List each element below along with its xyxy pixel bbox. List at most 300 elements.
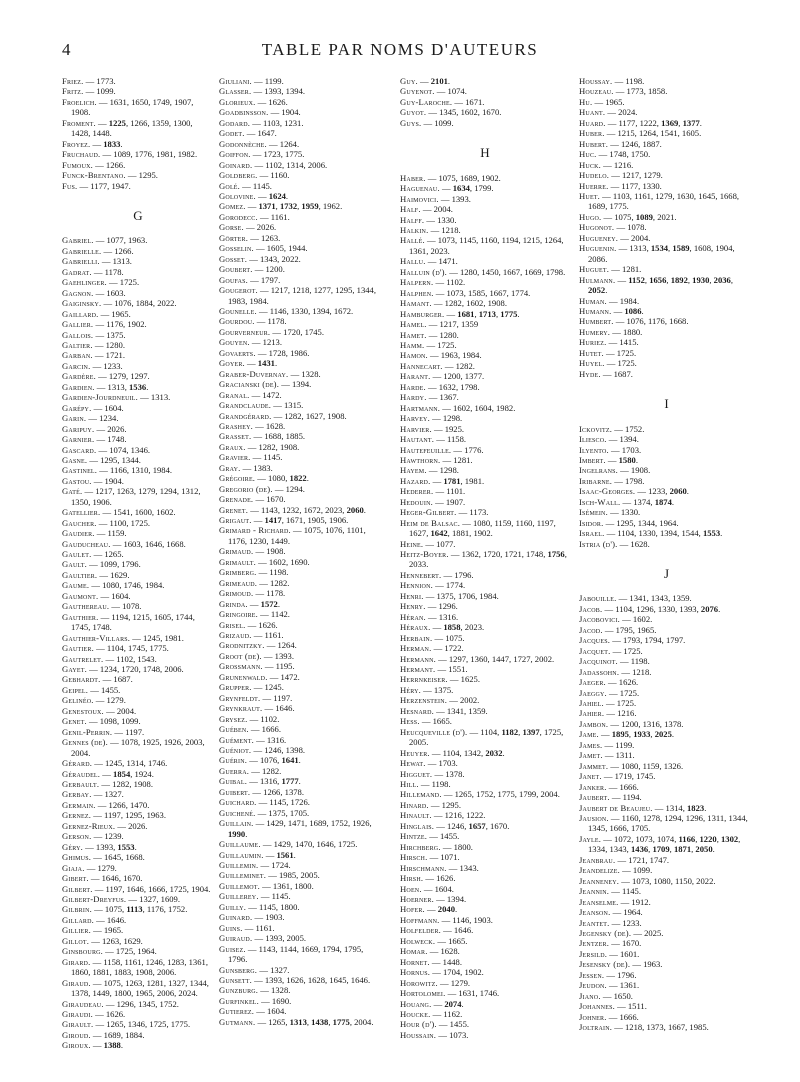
page-references: — 1178. bbox=[91, 266, 124, 277]
index-entry bbox=[400, 235, 570, 256]
index-entry bbox=[400, 810, 570, 820]
index-entry bbox=[219, 86, 382, 96]
author-name: Guy-Laroche. bbox=[400, 96, 453, 107]
index-entry bbox=[400, 183, 570, 193]
index-entry bbox=[219, 609, 382, 619]
index-entry bbox=[579, 465, 754, 475]
page-references: — 1666. bbox=[606, 1011, 639, 1022]
page-references: — 1628. bbox=[617, 538, 650, 549]
page-references: — 1216. bbox=[601, 159, 634, 170]
page-references: — 1907. bbox=[432, 496, 466, 507]
page-references: — 2026. bbox=[115, 820, 148, 831]
author-name: Hyde. bbox=[579, 368, 601, 379]
author-name: Hour (d'). bbox=[400, 1019, 437, 1030]
page-references: — 1160. bbox=[257, 170, 290, 181]
index-entry bbox=[400, 434, 570, 444]
page-references: — 1266, 1470. bbox=[95, 799, 150, 810]
index-entry bbox=[579, 698, 754, 708]
index-entry bbox=[219, 348, 382, 358]
index-entry bbox=[219, 578, 382, 588]
page-references: — 1161. bbox=[257, 211, 290, 222]
index-entry bbox=[219, 682, 382, 692]
author-name: Isémein. bbox=[579, 507, 608, 518]
index-entry bbox=[62, 139, 214, 149]
index-entry bbox=[579, 497, 754, 507]
page-references: — 1681, 1713, 1775. bbox=[444, 308, 520, 319]
index-entry bbox=[219, 850, 382, 860]
page-references: — 1375, 1706, 1984. bbox=[423, 590, 499, 601]
page-references: — 1073, 1145, 1160, 1194, 1215, 1264, 1361, 2023. bbox=[409, 235, 564, 256]
author-name: Jaubert de Beaujeu. bbox=[579, 802, 653, 813]
index-entry bbox=[400, 685, 570, 695]
author-name: Huguenin. bbox=[579, 243, 617, 254]
author-name: Hamm. bbox=[400, 339, 425, 350]
page-references: — 1282, 1908. bbox=[99, 779, 153, 789]
author-name: Hintze. bbox=[400, 831, 428, 842]
page-references: — 1748, 1750. bbox=[596, 149, 651, 160]
index-entry bbox=[400, 476, 570, 486]
index-entry bbox=[62, 246, 214, 256]
author-name: Gallier. bbox=[62, 319, 94, 330]
author-name: Goufas. bbox=[219, 274, 248, 285]
page-references: — 1670. bbox=[253, 494, 286, 505]
page-references: — 1721. bbox=[92, 350, 125, 361]
page-references: — 1197. bbox=[112, 726, 145, 737]
page-references: — 1216, 1222. bbox=[431, 810, 486, 821]
author-name: Jeandelize. bbox=[579, 865, 621, 876]
index-entry bbox=[579, 656, 754, 666]
page-references: — 1605, 1944. bbox=[253, 243, 308, 254]
author-name: Guinard. bbox=[219, 912, 253, 923]
author-name: Gunsberg. bbox=[219, 964, 258, 975]
author-name: Huck. bbox=[579, 159, 602, 170]
page-references: — 1670. bbox=[609, 938, 642, 949]
index-entry bbox=[579, 1022, 754, 1032]
author-name: Galtier. bbox=[62, 339, 93, 350]
index-entry bbox=[579, 476, 754, 486]
author-name: Grandclaude. bbox=[219, 400, 272, 411]
page-references: — 1880. bbox=[610, 326, 643, 337]
page-references: — 1626. bbox=[605, 677, 639, 688]
index-entry bbox=[579, 170, 754, 180]
author-name: Hesnard. bbox=[400, 705, 434, 716]
page-references: — 1166, 1310, 1984. bbox=[97, 465, 173, 476]
index-entry bbox=[400, 622, 570, 632]
page-references: — 1724. bbox=[258, 859, 291, 870]
index-entry bbox=[219, 118, 382, 128]
author-name: Garipuy. bbox=[62, 423, 95, 434]
author-name: Gaume. bbox=[62, 580, 90, 591]
index-entry bbox=[62, 570, 214, 580]
page-references: — 1393, 1553. bbox=[83, 841, 137, 852]
page-references: — 1265, 1752, 1775, 1799, 2004. bbox=[441, 789, 560, 800]
index-entry bbox=[219, 97, 382, 107]
index-entry bbox=[400, 392, 570, 402]
author-name: Hartmann. bbox=[400, 402, 441, 413]
page-references: — 1393. bbox=[438, 193, 471, 204]
author-name: Haber. bbox=[400, 172, 426, 183]
page-references: — 1417, 1671, 1905, 1906. bbox=[251, 515, 349, 526]
author-name: Gauthier. bbox=[62, 611, 99, 622]
index-column-2 bbox=[219, 76, 382, 1027]
author-index bbox=[62, 76, 752, 1076]
index-entry bbox=[579, 907, 754, 917]
index-entry bbox=[579, 771, 754, 781]
index-entry bbox=[62, 170, 214, 180]
page-references: — 2004. bbox=[618, 232, 651, 243]
page-references: — 1626. bbox=[92, 1008, 126, 1019]
index-entry bbox=[579, 222, 754, 232]
author-name: Godard. bbox=[219, 117, 251, 128]
author-name: Huet. bbox=[579, 190, 601, 201]
index-entry bbox=[62, 382, 214, 392]
page-references: — 1965. bbox=[90, 925, 124, 936]
index-entry bbox=[579, 604, 754, 614]
page-references: — 1280. bbox=[426, 329, 459, 340]
author-name: Huyel. bbox=[579, 358, 605, 369]
index-entry bbox=[219, 933, 382, 943]
author-name: Houcke. bbox=[400, 1008, 431, 1019]
index-entry bbox=[400, 873, 570, 883]
author-name: Gautrelet. bbox=[62, 653, 104, 664]
page-references: — 1198. bbox=[418, 779, 451, 789]
page-references: — 1077. bbox=[423, 538, 456, 549]
index-entry bbox=[219, 191, 382, 201]
page-title: TABLE PAR NOMS D'AUTEURS bbox=[261, 40, 539, 59]
author-name: Houssay. bbox=[579, 76, 613, 86]
page-references: — 1075, 1089, 2021. bbox=[601, 211, 677, 222]
author-name: Ghimus. bbox=[62, 852, 92, 863]
page-references: — 1158. bbox=[434, 434, 467, 445]
page-references: — 1194, 1215, 1605, 1744, 1745, 1748. bbox=[71, 611, 195, 633]
page-references: — 1632, 1798. bbox=[425, 381, 480, 392]
author-name: Gurfinkel. bbox=[219, 995, 260, 1006]
index-entry bbox=[219, 672, 382, 682]
index-entry bbox=[400, 445, 570, 455]
author-name: Guéniot. bbox=[219, 745, 252, 755]
index-entry bbox=[400, 1009, 570, 1019]
page-references: — 1233, 2060. bbox=[635, 486, 689, 497]
page-references: — 1725. bbox=[424, 339, 457, 350]
author-name: Herman. bbox=[400, 643, 432, 654]
index-entry bbox=[400, 904, 570, 914]
index-entry bbox=[219, 327, 382, 337]
index-entry bbox=[400, 978, 570, 988]
author-name: Grynfeldt. bbox=[219, 692, 261, 703]
author-name: Grimberg. bbox=[219, 567, 257, 578]
index-entry bbox=[219, 254, 382, 264]
index-entry bbox=[579, 991, 754, 1001]
author-name: Grenet. bbox=[219, 504, 249, 515]
index-entry bbox=[62, 915, 214, 925]
index-entry bbox=[62, 884, 214, 894]
page-references: — 1178. bbox=[254, 316, 287, 327]
author-name: Gaillard. bbox=[62, 308, 99, 319]
author-name: Hazard. bbox=[400, 475, 431, 486]
page-references: — 1626. bbox=[245, 619, 278, 630]
index-entry bbox=[62, 706, 214, 716]
author-name: Hedouin. bbox=[400, 496, 433, 507]
index-entry bbox=[400, 894, 570, 904]
page-references: — 1793, 1794, 1797. bbox=[610, 635, 686, 646]
index-entry bbox=[219, 797, 382, 807]
index-entry bbox=[219, 776, 382, 786]
page-references: — 1383. bbox=[240, 462, 273, 473]
author-name: Jacques. bbox=[579, 635, 611, 646]
index-entry bbox=[579, 834, 754, 855]
page-references: — 1075, 1689, 1902. bbox=[425, 172, 501, 183]
author-name: Huber. bbox=[579, 128, 605, 139]
index-entry bbox=[62, 445, 214, 455]
index-entry bbox=[579, 160, 754, 170]
index-entry bbox=[62, 727, 214, 737]
page-references: — 2024. bbox=[605, 107, 638, 118]
author-name: Horowitz. bbox=[400, 977, 438, 988]
page-references: — 1688, 1885. bbox=[251, 431, 306, 442]
author-name: Halpern. bbox=[400, 277, 434, 288]
author-name: Hill. bbox=[400, 779, 419, 789]
index-entry bbox=[400, 643, 570, 653]
index-entry bbox=[62, 999, 214, 1009]
author-name: Gibert. bbox=[62, 873, 89, 884]
author-name: Héraux. bbox=[400, 622, 431, 633]
index-entry bbox=[400, 518, 570, 539]
index-entry bbox=[62, 256, 214, 266]
index-entry bbox=[219, 452, 382, 462]
index-entry bbox=[579, 959, 754, 969]
index-entry bbox=[579, 539, 754, 549]
page-references: — 1103, 1161, 1279, 1630, 1645, 1668, 1689, 1775. bbox=[588, 190, 740, 212]
author-name: Guyot. bbox=[400, 107, 427, 118]
index-entry bbox=[579, 445, 754, 455]
author-name: Hewat. bbox=[400, 758, 426, 769]
author-name: Glasser. bbox=[219, 86, 252, 97]
page-references: — 1603. bbox=[93, 287, 126, 298]
index-entry bbox=[219, 912, 382, 922]
author-name: Hautefeuille. bbox=[400, 444, 452, 455]
author-name: Grigaut. bbox=[219, 515, 252, 526]
index-entry bbox=[400, 758, 570, 768]
author-name: Guys. bbox=[400, 117, 422, 128]
index-entry bbox=[62, 1030, 214, 1040]
author-name: Jentzer. bbox=[579, 938, 610, 949]
index-entry bbox=[219, 1017, 382, 1027]
index-entry bbox=[62, 413, 214, 423]
index-entry bbox=[400, 936, 570, 946]
page-references: — 2025. bbox=[631, 927, 664, 938]
index-entry bbox=[62, 392, 214, 402]
page-references: — 1327. bbox=[257, 964, 290, 975]
index-entry bbox=[400, 319, 570, 329]
author-name: Gardien-Jourdneuil. bbox=[62, 392, 139, 403]
author-name: Genestoux. bbox=[62, 705, 104, 716]
index-entry bbox=[62, 539, 214, 549]
page-references: — 1314, 1823. bbox=[652, 802, 707, 813]
index-entry bbox=[219, 651, 382, 661]
author-name: James. bbox=[579, 739, 603, 750]
author-name: Hamon. bbox=[400, 350, 428, 361]
page-references: — 1728, 1986. bbox=[255, 347, 310, 358]
page-references: — 1602, 1604, 1982. bbox=[440, 402, 516, 413]
author-name: Gennes (de). bbox=[62, 737, 108, 748]
page-references: — 1665. bbox=[435, 935, 468, 946]
index-entry bbox=[400, 539, 570, 549]
author-name: Houzeau. bbox=[579, 86, 614, 97]
page-references: — 1367. bbox=[426, 392, 459, 403]
page-references: — 1089, 1776, 1981, 1982. bbox=[100, 149, 198, 160]
page-references: — 1429, 1470, 1646, 1725. bbox=[260, 839, 358, 850]
author-name: Gaudier. bbox=[62, 528, 95, 539]
page-references: — 1076, 1176, 1668. bbox=[613, 316, 689, 327]
author-name: Gosset. bbox=[219, 253, 248, 264]
author-name: Hornus. bbox=[400, 967, 431, 978]
author-name: Geipel. bbox=[62, 684, 89, 695]
author-name: Gilbrin. bbox=[62, 904, 92, 915]
index-entry bbox=[579, 518, 754, 528]
author-name: Gardien. bbox=[62, 381, 95, 392]
index-entry bbox=[579, 740, 754, 750]
index-column-3 bbox=[400, 76, 570, 1040]
author-name: Houang. bbox=[400, 998, 432, 1009]
page-references: — 1295, 1344, 1964. bbox=[603, 517, 679, 528]
author-name: Gerbay. bbox=[62, 789, 92, 800]
index-entry bbox=[400, 497, 570, 507]
page-references: — 1298. bbox=[429, 413, 463, 424]
author-name: Homar. bbox=[400, 946, 428, 957]
author-name: Hofer. bbox=[400, 904, 425, 915]
index-entry bbox=[579, 275, 754, 296]
page-references: — 1104, 1745, 1775. bbox=[93, 643, 169, 654]
author-name: Jahier. bbox=[579, 708, 605, 719]
author-name: Hirchberg. bbox=[400, 841, 441, 852]
author-name: Jaubert. bbox=[579, 792, 610, 803]
index-entry bbox=[219, 693, 382, 703]
index-entry bbox=[579, 233, 754, 243]
page-references: — 2002. bbox=[447, 695, 480, 706]
author-name: Gray. bbox=[219, 462, 241, 473]
index-entry bbox=[219, 902, 382, 912]
author-name: Hudelo. bbox=[579, 170, 610, 181]
index-entry bbox=[62, 76, 214, 86]
page-references: — 1177, 1947. bbox=[77, 180, 131, 191]
author-name: Jaeggy. bbox=[579, 687, 607, 698]
page-references: — 1198. bbox=[617, 656, 650, 667]
author-name: Grasset. bbox=[219, 431, 252, 442]
page-references: — 1551. bbox=[435, 664, 468, 675]
page-references: — 1146, 1903. bbox=[439, 914, 493, 925]
index-entry bbox=[62, 591, 214, 601]
index-entry bbox=[400, 507, 570, 517]
author-name: Guibal. bbox=[219, 776, 248, 787]
author-name: Hederer. bbox=[400, 486, 434, 497]
author-name: Holfelder. bbox=[400, 925, 442, 936]
page-references: — 2004. bbox=[420, 204, 453, 215]
page-references: — 1541, 1600, 1602. bbox=[100, 507, 176, 518]
page-references: — 1281. bbox=[609, 264, 642, 275]
page-references: — 1074. bbox=[434, 86, 467, 97]
index-entry bbox=[400, 591, 570, 601]
page-references: — 1634, 1799. bbox=[439, 183, 494, 194]
index-entry bbox=[579, 980, 754, 990]
index-entry bbox=[62, 181, 214, 191]
author-name: Hulmann. bbox=[579, 274, 616, 285]
page-references: — 1773. bbox=[83, 76, 116, 86]
author-name: Hamet. bbox=[400, 329, 427, 340]
page-references: — 1330. bbox=[607, 507, 641, 518]
index-entry bbox=[62, 873, 214, 883]
author-name: Gadrat. bbox=[62, 266, 92, 277]
index-entry bbox=[219, 808, 382, 818]
author-name: Gounelle. bbox=[219, 305, 257, 316]
index-entry bbox=[579, 897, 754, 907]
author-name: Guiraud. bbox=[219, 933, 253, 944]
index-entry bbox=[219, 525, 382, 546]
index-entry bbox=[62, 518, 214, 528]
author-name: Imbert. bbox=[579, 454, 606, 465]
index-entry bbox=[62, 86, 214, 96]
index-entry bbox=[219, 975, 382, 985]
index-entry bbox=[219, 76, 382, 86]
author-name: Guichard. bbox=[219, 797, 257, 808]
page-references: — 1626. bbox=[423, 873, 456, 884]
author-name: Hirsch. bbox=[400, 852, 428, 863]
author-name: Gilbert-Dreyfus. bbox=[62, 893, 127, 904]
author-name: Janet. bbox=[579, 771, 602, 782]
author-name: Grimoud. bbox=[219, 588, 254, 599]
index-entry bbox=[579, 677, 754, 687]
index-entry bbox=[579, 306, 754, 316]
index-entry bbox=[219, 944, 382, 965]
page-references: — 1393, 1626, 1628, 1645, 1646. bbox=[251, 974, 371, 985]
index-entry bbox=[579, 918, 754, 928]
author-name: Grupper. bbox=[219, 682, 252, 693]
page-references: — 1795, 1965. bbox=[602, 624, 657, 635]
author-name: Gunzburg. bbox=[219, 985, 259, 996]
page-references: — 1375, 1705. bbox=[255, 807, 310, 818]
page-references: — 2026. bbox=[243, 222, 277, 233]
author-name: Gabrielli. bbox=[62, 256, 100, 267]
index-entry bbox=[400, 695, 570, 705]
author-name: Henri. bbox=[400, 590, 424, 601]
page-references: — 1624. bbox=[255, 190, 289, 201]
page-references: — 1631, 1650, 1749, 1907, 1908. bbox=[71, 96, 194, 118]
index-entry bbox=[579, 86, 754, 96]
page-references: — 1178. bbox=[253, 588, 286, 599]
page-references: — 1282. bbox=[249, 765, 282, 776]
index-entry bbox=[219, 442, 382, 452]
index-entry bbox=[219, 243, 382, 253]
author-name: Hutet. bbox=[579, 347, 604, 358]
index-entry bbox=[219, 557, 382, 567]
page-references: — 1295, 1344. bbox=[87, 454, 141, 465]
page-references: — 1279. bbox=[93, 695, 126, 706]
page-references: — 1145, 1800. bbox=[246, 901, 300, 912]
page-references: — 1723, 1775. bbox=[250, 149, 305, 160]
author-name: Huard. bbox=[579, 117, 606, 128]
author-name: Grinda. bbox=[219, 598, 248, 609]
index-entry bbox=[62, 643, 214, 653]
page-references: — 2101. bbox=[417, 76, 451, 86]
index-entry bbox=[219, 703, 382, 713]
index-entry bbox=[400, 371, 570, 381]
index-entry bbox=[219, 369, 382, 379]
page-references: — 1173. bbox=[456, 507, 489, 518]
page-references: — 1626. bbox=[255, 96, 288, 107]
page-references: — 1161. bbox=[242, 922, 275, 933]
page-references: — 1628. bbox=[427, 946, 460, 957]
index-entry bbox=[62, 424, 214, 434]
page-references: — 1198. bbox=[612, 76, 645, 86]
